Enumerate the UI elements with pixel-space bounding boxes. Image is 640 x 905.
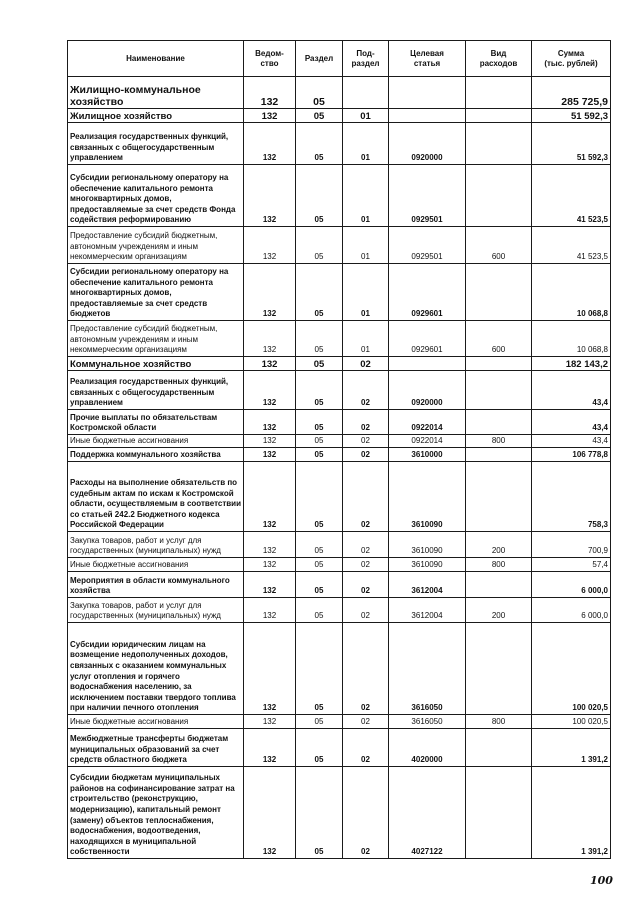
row-dept: 132 [244,558,296,572]
row-section: 05 [296,77,343,109]
table-row [68,598,611,623]
row-dept: 132 [244,410,296,435]
header-name: Наименование [68,41,244,77]
header-dept: Ведом- ство [244,41,296,77]
row-sum: 758,3 [532,462,611,532]
row-exptype [466,123,532,165]
row-dept: 132 [244,371,296,410]
row-section: 05 [296,532,343,558]
table-row [68,264,611,321]
header-exptype: Вид расходов [466,41,532,77]
row-exptype [466,448,532,462]
row-exptype: 200 [466,532,532,558]
row-name: Реализация государственных функций, связанных с общегосударственным управлением [68,371,244,410]
row-section: 05 [296,623,343,715]
table-row [68,715,611,729]
row-section: 05 [296,448,343,462]
row-subsection: 02 [343,371,389,410]
header-subsection: Под- раздел [343,41,389,77]
row-sum: 43,4 [532,410,611,435]
table-row [68,321,611,357]
row-section: 05 [296,109,343,123]
row-subsection [343,77,389,109]
row-exptype: 600 [466,227,532,264]
row-sum: 51 592,3 [532,109,611,123]
row-name: Субсидии бюджетам муниципальных районов на софинансирование затрат на строительство (реконструкцию, модернизацию), капитальный ремонт (замену) объектов теплоснабжения, водоснабжения, водоотведения, находящихся в муниципальной собственности [68,767,244,859]
table-row [68,123,611,165]
row-target [389,357,466,371]
row-subsection: 01 [343,321,389,357]
row-dept: 132 [244,77,296,109]
row-sum: 1 391,2 [532,729,611,767]
table-row [68,532,611,558]
row-subsection: 02 [343,715,389,729]
table-row [68,767,611,859]
row-target: 4020000 [389,729,466,767]
row-dept: 132 [244,321,296,357]
row-target: 0922014 [389,435,466,448]
row-target: 0929501 [389,227,466,264]
row-dept: 132 [244,729,296,767]
row-dept: 132 [244,623,296,715]
row-subsection: 01 [343,109,389,123]
table-row [68,558,611,572]
row-sum: 1 391,2 [532,767,611,859]
row-name: Коммунальное хозяйство [68,357,244,371]
row-exptype [466,767,532,859]
row-sum: 700,9 [532,532,611,558]
row-exptype [466,77,532,109]
row-name: Закупка товаров, работ и услуг для государственных (муниципальных) нужд [68,598,244,623]
row-sum: 43,4 [532,371,611,410]
row-subsection: 02 [343,357,389,371]
row-section: 05 [296,371,343,410]
row-dept: 132 [244,572,296,598]
row-target: 0929601 [389,264,466,321]
row-sum: 10 068,8 [532,264,611,321]
row-dept: 132 [244,715,296,729]
row-section: 05 [296,264,343,321]
table-row [68,435,611,448]
row-exptype [466,729,532,767]
row-subsection: 02 [343,572,389,598]
row-section: 05 [296,767,343,859]
row-target: 0922014 [389,410,466,435]
row-section: 05 [296,227,343,264]
row-dept: 132 [244,109,296,123]
row-exptype [466,410,532,435]
row-exptype: 600 [466,321,532,357]
row-subsection: 01 [343,227,389,264]
row-target: 3612004 [389,598,466,623]
table-row [68,371,611,410]
row-dept: 132 [244,598,296,623]
row-sum: 57,4 [532,558,611,572]
row-section: 05 [296,321,343,357]
budget-table [67,40,611,859]
table-row [68,227,611,264]
row-exptype [466,109,532,123]
row-sum: 6 000,0 [532,572,611,598]
row-name: Жилищное хозяйство [68,109,244,123]
row-target: 3610090 [389,558,466,572]
row-section: 05 [296,572,343,598]
row-subsection: 02 [343,767,389,859]
row-sum: 41 523,5 [532,165,611,227]
row-section: 05 [296,357,343,371]
row-target: 3616050 [389,715,466,729]
table-row [68,410,611,435]
row-sum: 100 020,5 [532,623,611,715]
table-row [68,623,611,715]
row-section: 05 [296,123,343,165]
header-row [68,41,611,77]
row-section: 05 [296,558,343,572]
header-sum: Сумма (тыс. рублей) [532,41,611,77]
row-target: 3612004 [389,572,466,598]
row-target: 0920000 [389,123,466,165]
row-section: 05 [296,598,343,623]
row-section: 05 [296,165,343,227]
row-dept: 132 [244,357,296,371]
row-sum: 10 068,8 [532,321,611,357]
row-dept: 132 [244,448,296,462]
row-target [389,109,466,123]
row-sum: 106 778,8 [532,448,611,462]
row-subsection: 02 [343,729,389,767]
row-exptype [466,462,532,532]
table-row [68,165,611,227]
row-name: Закупка товаров, работ и услуг для государственных (муниципальных) нужд [68,532,244,558]
row-name: Межбюджетные трансферты бюджетам муниципальных образований за счет средств областного бюджета [68,729,244,767]
row-target: 3610090 [389,462,466,532]
table-row [68,572,611,598]
row-name: Мероприятия в области коммунального хозяйства [68,572,244,598]
row-dept: 132 [244,462,296,532]
row-name: Реализация государственных функций, связанных с общегосударственным управлением [68,123,244,165]
row-name: Жилищно-коммунальное хозяйство [68,77,244,109]
row-exptype [466,572,532,598]
row-name: Иные бюджетные ассигнования [68,715,244,729]
row-exptype [466,623,532,715]
row-name: Субсидии региональному оператору на обеспечение капитального ремонта многоквартирных домов, предоставляемые за счет средств Фонда содействия реформированию [68,165,244,227]
row-subsection: 01 [343,165,389,227]
row-dept: 132 [244,767,296,859]
row-sum: 51 592,3 [532,123,611,165]
row-subsection: 01 [343,264,389,321]
row-dept: 132 [244,123,296,165]
row-section: 05 [296,410,343,435]
row-name: Расходы на выполнение обязательств по судебным актам по искам к Костромской области, осуществляемым в соответствии со статьей 242.2 Бюджетного кодекса Российской Федерации [68,462,244,532]
table-row [68,77,611,109]
row-exptype [466,264,532,321]
row-subsection: 02 [343,598,389,623]
row-subsection: 01 [343,123,389,165]
row-name: Иные бюджетные ассигнования [68,435,244,448]
row-exptype: 800 [466,558,532,572]
row-target: 3610090 [389,532,466,558]
table-row [68,462,611,532]
header-section: Раздел [296,41,343,77]
row-target: 3610000 [389,448,466,462]
row-section: 05 [296,729,343,767]
row-target: 3616050 [389,623,466,715]
row-dept: 132 [244,435,296,448]
row-sum: 182 143,2 [532,357,611,371]
row-name: Предоставление субсидий бюджетным, автономным учреждениям и иным некоммерческим организациям [68,321,244,357]
row-subsection: 02 [343,435,389,448]
row-subsection: 02 [343,410,389,435]
row-target: 0929501 [389,165,466,227]
row-sum: 41 523,5 [532,227,611,264]
table-row [68,357,611,371]
row-exptype [466,371,532,410]
row-section: 05 [296,435,343,448]
row-sum: 6 000,0 [532,598,611,623]
row-sum: 100 020,5 [532,715,611,729]
row-sum: 285 725,9 [532,77,611,109]
row-name: Поддержка коммунального хозяйства [68,448,244,462]
row-name: Иные бюджетные ассигнования [68,558,244,572]
row-subsection: 02 [343,462,389,532]
row-target: 0920000 [389,371,466,410]
row-target: 4027122 [389,767,466,859]
row-name: Предоставление субсидий бюджетным, автономным учреждениям и иным некоммерческим организациям [68,227,244,264]
table-row [68,109,611,123]
row-exptype: 800 [466,715,532,729]
row-section: 05 [296,462,343,532]
row-exptype: 200 [466,598,532,623]
row-target: 0929601 [389,321,466,357]
row-name: Субсидии региональному оператору на обеспечение капитального ремонта многоквартирных домов, предоставляемые за счет средств бюджетов [68,264,244,321]
table-body [68,77,611,859]
row-name: Прочие выплаты по обязательствам Костромской области [68,410,244,435]
row-sum: 43,4 [532,435,611,448]
row-subsection: 02 [343,558,389,572]
row-name: Субсидии юридическим лицам на возмещение недополученных доходов, связанных с оказанием коммунальных услуг отопления и горячего водоснабжения населению, за исключением поставки твердого топлива при наличии печного отопления [68,623,244,715]
row-target [389,77,466,109]
row-exptype [466,165,532,227]
row-subsection: 02 [343,448,389,462]
row-exptype [466,357,532,371]
page-number: 100 [590,874,613,887]
header-target: Целевая статья [389,41,466,77]
table-row [68,448,611,462]
row-exptype: 800 [466,435,532,448]
row-subsection: 02 [343,623,389,715]
table-row [68,729,611,767]
row-dept: 132 [244,532,296,558]
row-subsection: 02 [343,532,389,558]
row-dept: 132 [244,264,296,321]
row-section: 05 [296,715,343,729]
row-dept: 132 [244,227,296,264]
row-dept: 132 [244,165,296,227]
